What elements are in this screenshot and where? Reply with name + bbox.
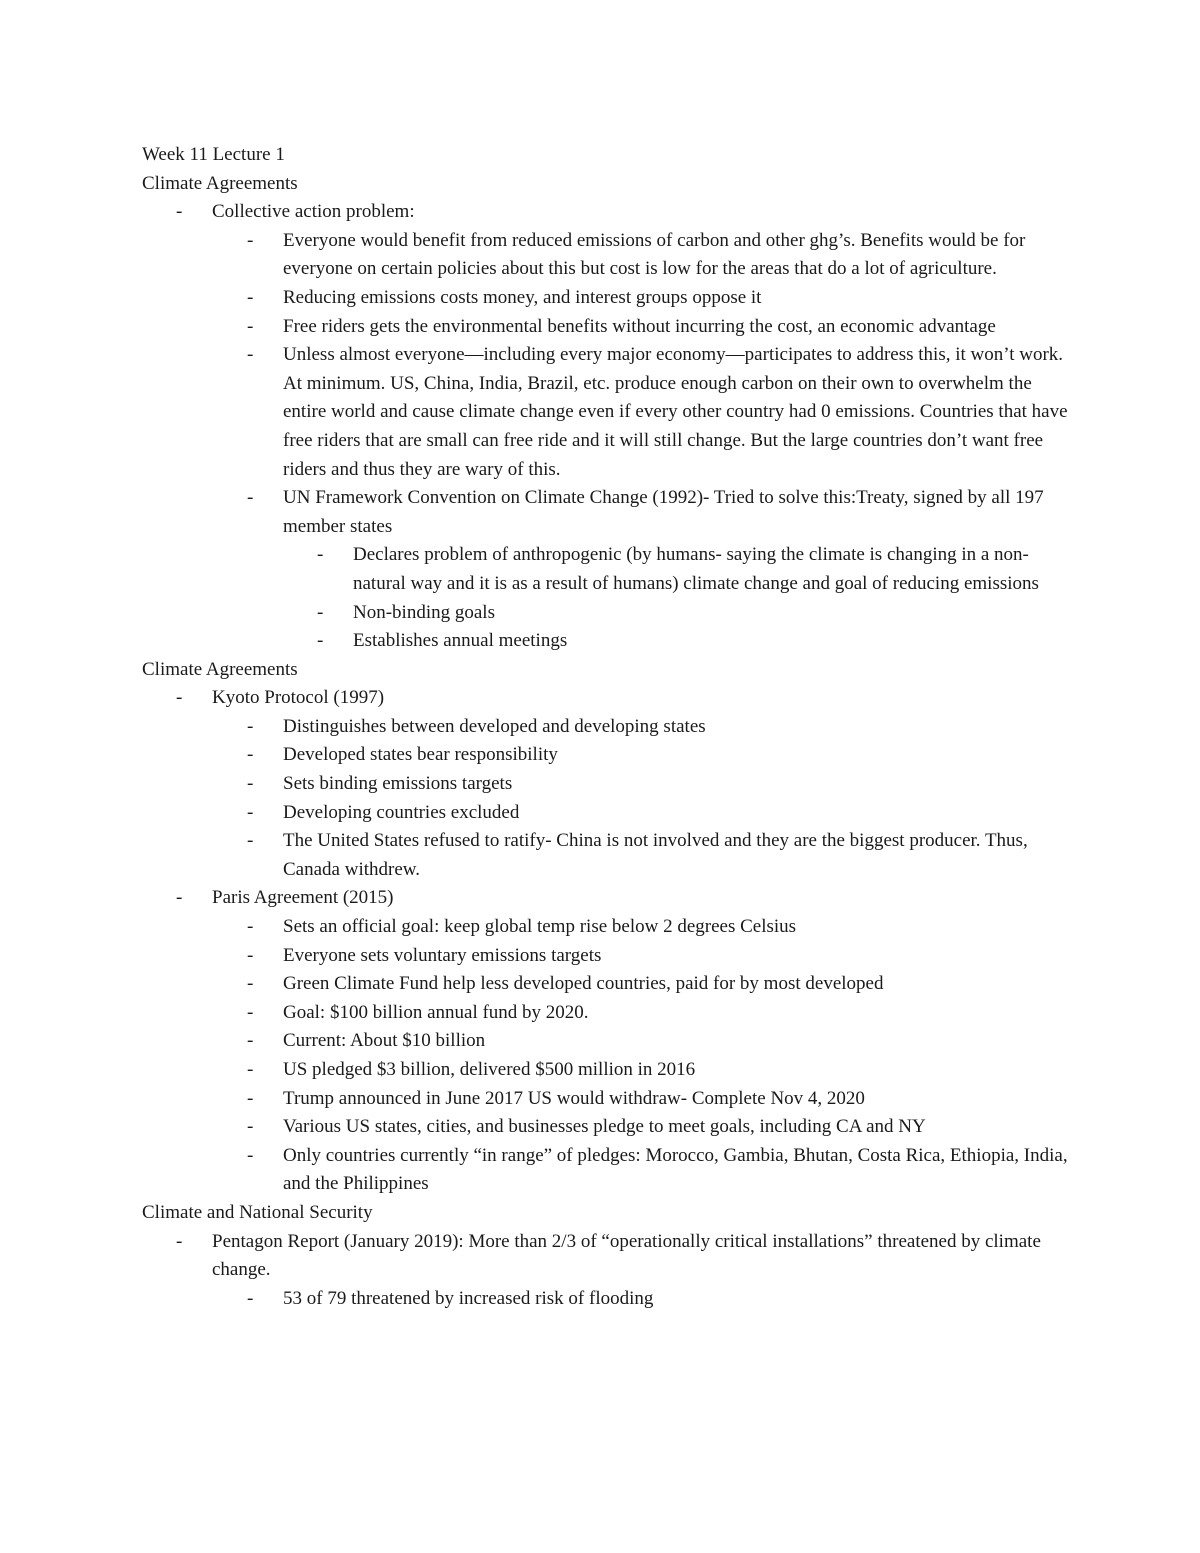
nested-list-container xyxy=(142,227,1072,656)
list-item-text: Only countries currently “in range” of pledges: Morocco, Gambia, Bhutan, Costa Rica, Ethiopia, India, and the Philippines xyxy=(283,1144,1068,1195)
list-item xyxy=(142,1056,1072,1085)
bullet-dash: - xyxy=(247,315,254,337)
list-item-text: Sets an official goal: keep global temp rise below 2 degrees Celsius xyxy=(283,916,797,938)
list-item xyxy=(142,198,1072,227)
list-item xyxy=(142,770,1072,799)
list-item xyxy=(142,999,1072,1028)
nested-list-container xyxy=(142,713,1072,885)
list-item xyxy=(142,627,1072,656)
list-item-text: Everyone sets voluntary emissions targets xyxy=(283,944,602,966)
list-item xyxy=(142,484,1072,541)
nested-list-container xyxy=(142,1285,1072,1314)
bullet-dash: - xyxy=(317,544,324,566)
bullet-dash: - xyxy=(247,487,254,509)
list-item xyxy=(142,227,1072,284)
list-item-text: Unless almost everyone—including every major economy—participates to address this, it won’t work. At minimum. US, China, India, Brazil, etc. produce enough carbon on their own to overwhelm the entire world and cause climate change even if every other country had 0 emissions. Countries that have free riders that are small can free ride and it will still change. But the large countries don’t want free riders and thus they are wary of this. xyxy=(283,344,1068,480)
list-item-text: Sets binding emissions targets xyxy=(283,773,513,795)
bullet-list-level-1 xyxy=(142,1228,1072,1314)
list-item-text: The United States refused to ratify- China is not involved and they are the biggest producer. Thus, Canada withdrew. xyxy=(283,830,1028,880)
list-item xyxy=(142,1113,1072,1142)
list-item xyxy=(142,827,1072,884)
list-item xyxy=(142,741,1072,770)
bullet-dash: - xyxy=(176,687,183,709)
list-item-text: Establishes annual meetings xyxy=(353,630,568,652)
bullet-dash: - xyxy=(247,1030,254,1052)
bullet-dash: - xyxy=(317,630,324,652)
list-item xyxy=(142,1228,1072,1285)
list-item-text: 53 of 79 threatened by increased risk of flooding xyxy=(283,1287,654,1309)
document-page xyxy=(142,141,1072,1313)
list-item-text: Goal: $100 billion annual fund by 2020. xyxy=(283,1001,589,1023)
list-item-text: Reducing emissions costs money, and interest groups oppose it xyxy=(283,286,762,308)
bullet-dash: - xyxy=(247,1287,254,1309)
nested-list-container xyxy=(142,541,1072,655)
bullet-dash: - xyxy=(247,344,254,366)
bullet-dash: - xyxy=(247,916,254,938)
list-item-text: Current: About $10 billion xyxy=(283,1030,486,1052)
bullet-dash: - xyxy=(247,744,254,766)
bullet-dash: - xyxy=(247,1116,254,1138)
bullet-dash: - xyxy=(247,801,254,823)
section-heading: Climate and National Security xyxy=(142,1201,373,1223)
list-item xyxy=(142,684,1072,713)
bullet-dash: - xyxy=(317,601,324,623)
bullet-dash: - xyxy=(247,1087,254,1109)
list-item xyxy=(142,1085,1072,1114)
list-item-text: Green Climate Fund help less developed countries, paid for by most developed xyxy=(283,973,884,995)
list-item-text: Various US states, cities, and businesses pledge to meet goals, including CA and NY xyxy=(283,1116,926,1138)
bullet-dash: - xyxy=(247,1059,254,1080)
list-item-text: UN Framework Convention on Climate Change (1992)- Tried to solve this:Treaty, signed by all 197 member states xyxy=(283,487,1044,537)
list-item xyxy=(142,1142,1072,1199)
list-item-text: Trump announced in June 2017 US would withdraw- Complete Nov 4, 2020 xyxy=(283,1087,865,1109)
bullet-dash: - xyxy=(247,830,254,852)
bullet-list-level-2 xyxy=(142,713,1072,885)
document-title: Week 11 Lecture 1 xyxy=(142,144,285,165)
bullet-list-level-2 xyxy=(142,1285,1072,1314)
list-item-text: Developing countries excluded xyxy=(283,801,520,823)
list-item-text: Pentagon Report (January 2019): More than 2/3 of “operationally critical installations” threatened by climate change. xyxy=(212,1230,1041,1281)
list-item-text: Kyoto Protocol (1997) xyxy=(212,687,385,709)
list-item xyxy=(142,341,1072,484)
list-item xyxy=(142,884,1072,913)
nested-list-container xyxy=(142,913,1072,1199)
bullet-list-level-1 xyxy=(142,684,1072,1199)
list-item-text: Everyone would benefit from reduced emissions of carbon and other ghg’s. Benefits would be for everyone on certain policies about this but cost is low for the areas that do a lot of agriculture. xyxy=(283,229,1026,280)
bullet-dash: - xyxy=(247,973,254,995)
list-item xyxy=(142,1285,1072,1314)
bullet-dash: - xyxy=(176,887,183,909)
list-item-text: Paris Agreement (2015) xyxy=(212,887,394,909)
bullet-dash: - xyxy=(247,944,254,966)
bullet-list-level-3 xyxy=(142,541,1072,655)
list-item-text: US pledged $3 billion, delivered $500 million in 2016 xyxy=(283,1059,696,1080)
list-item-text: Free riders gets the environmental benefits without incurring the cost, an economic advantage xyxy=(283,315,996,337)
bullet-dash: - xyxy=(247,715,254,737)
bullet-dash: - xyxy=(247,773,254,795)
bullet-list-level-1 xyxy=(142,198,1072,656)
list-item xyxy=(142,799,1072,828)
list-item-text: Developed states bear responsibility xyxy=(283,744,558,766)
bullet-list-level-2 xyxy=(142,227,1072,656)
list-item xyxy=(142,313,1072,342)
list-item xyxy=(142,541,1072,598)
document-content xyxy=(142,170,1072,1314)
list-item xyxy=(142,1027,1072,1056)
bullet-dash: - xyxy=(247,1001,254,1023)
bullet-dash: - xyxy=(176,1230,183,1252)
list-item xyxy=(142,942,1072,971)
section-heading: Climate Agreements xyxy=(142,658,298,680)
bullet-dash: - xyxy=(247,286,254,308)
list-item-text: Non-binding goals xyxy=(353,601,495,623)
bullet-dash: - xyxy=(247,229,254,251)
list-item xyxy=(142,713,1072,742)
list-item xyxy=(142,913,1072,942)
list-item xyxy=(142,599,1072,628)
list-item-text: Distinguishes between developed and developing states xyxy=(283,715,706,737)
bullet-list-level-2 xyxy=(142,913,1072,1199)
bullet-dash: - xyxy=(247,1144,254,1166)
bullet-dash: - xyxy=(176,201,183,223)
list-item-text: Collective action problem: xyxy=(212,201,415,223)
list-item-text: Declares problem of anthropogenic (by humans- saying the climate is changing in a non-natural way and it is as a result of humans) climate change and goal of reducing emissions xyxy=(353,544,1039,594)
section-heading: Climate Agreements xyxy=(142,172,298,194)
list-item xyxy=(142,284,1072,313)
list-item xyxy=(142,970,1072,999)
